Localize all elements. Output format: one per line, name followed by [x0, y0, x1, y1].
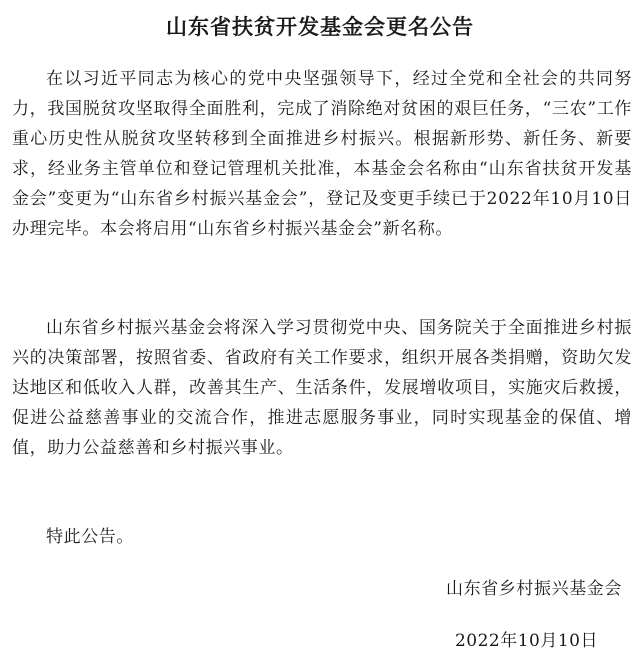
closing-line: 特此公告。 — [46, 527, 134, 547]
paragraph-2: 山东省乡村振兴基金会将深入学习贯彻党中央、国务院关于全面推进乡村振兴的决策部署，按照省委、省政府有关工作要求，组织开展各类捐赠，资助欠发达地区和低收入人群，改善其生产、生活条件，发展增收项目，实施灾后救援，促进公益慈善事业的交流合作，推进志愿服务事业，同时实现基金的保值、增值，助力公益慈善和乡村振兴事业。 — [12, 318, 632, 458]
signature-organization: 山东省乡村振兴基金会 — [446, 579, 622, 599]
paragraph-1: 在以习近平同志为核心的党中央坚强领导下，经过全党和全社会的共同努力，我国脱贫攻坚取得全面胜利，完成了消除绝对贫困的艰巨任务，“三农”工作重心历史性从脱贫攻坚转移到全面推进乡村振兴。根据新形势、新任务、新要求，经业务主管单位和登记管理机关批准，本基金会名称由“山东省扶贫开发基金会”变更为“山东省乡村振兴基金会”，登记及变更手续已于2022年10月10日办理完毕。本会将启用“山东省乡村振兴基金会”新名称。 — [12, 69, 632, 239]
announcement-date: 2022年10月10日 — [454, 631, 598, 651]
document-title: 山东省扶贫开发基金会更名公告 — [166, 15, 474, 39]
